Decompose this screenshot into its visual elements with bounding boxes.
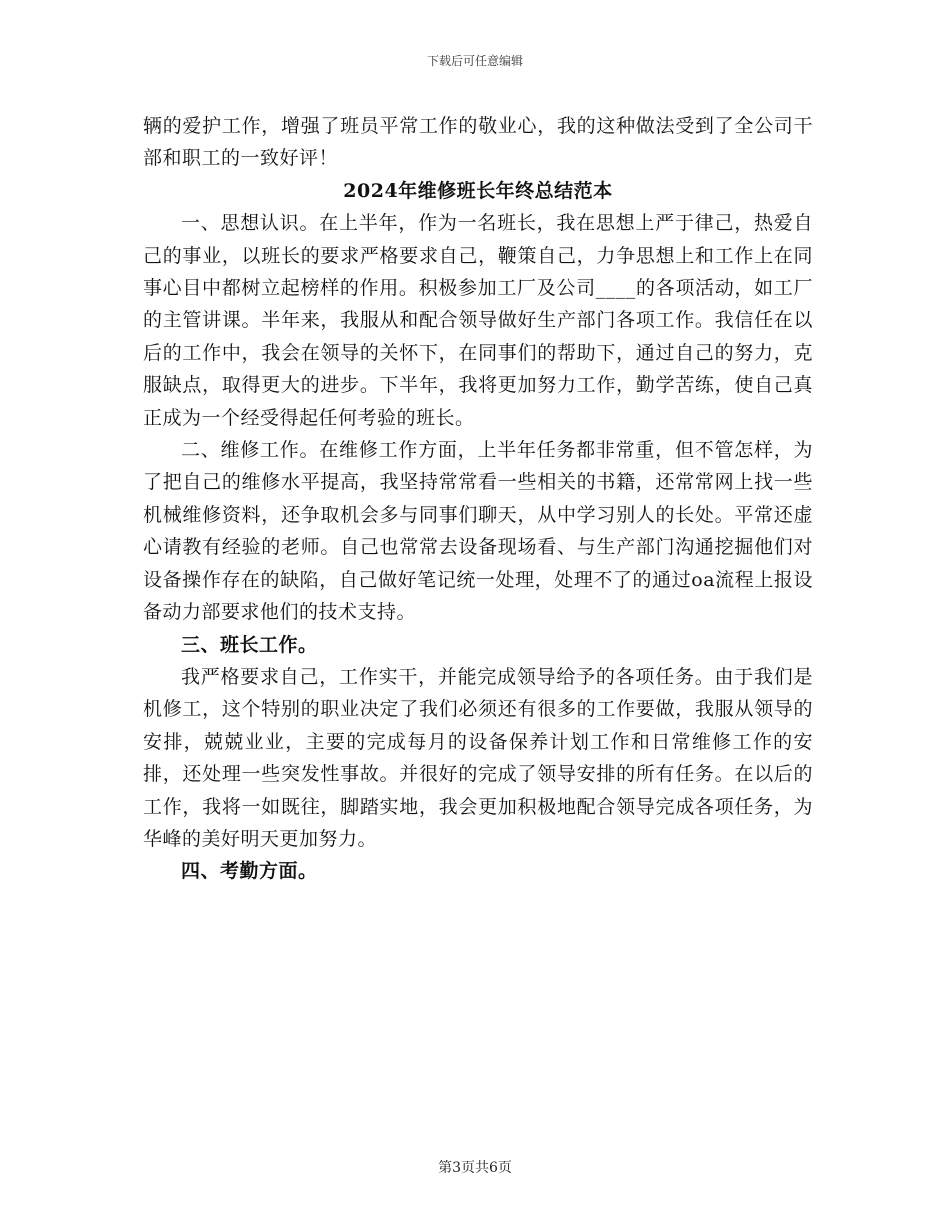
paragraph-repair: 二、维修工作。在维修工作方面，上半年任务都非常重，但不管怎样，为了把自己的维修水平提高，我坚持常常看一些相关的书籍，还常常网上找一些机械维修资料，还争取机会多与同事们聊天，从中学习别人的长处。平常还虚心请教有经验的老师。自己也常常去设备现场看、与生产部门沟通挖掘他们对设备操作存在的缺陷，自己做好笔记统一处理，处理不了的通过oa流程上报设备动力部要求他们的技术支持。 (143, 439, 813, 624)
section-heading-leader: 三、班长工作。 (181, 633, 318, 656)
document-body (143, 110, 813, 888)
paragraph-thought: 一、思想认识。在上半年，作为一名班长，我在思想上严于律己，热爱自己的事业，以班长的要求严格要求自己，鞭策自己，力争思想上和工作上在同事心目中都树立起榜样的作用。积极参加工厂及公司____的各项活动，如工厂的主管讲课。半年来，我服从和配合领导做好生产部门各项工作。我信任在以后的工作中，我会在领导的关怀下，在同事们的帮助下，通过自己的努力，克服缺点，取得更大的进步。下半年，我将更加努力工作，勤学苦练，使自己真正成为一个经受得起任何考验的班长。 (143, 212, 813, 429)
intro-paragraph: 辆的爱护工作，增强了班员平常工作的敬业心，我的这种做法受到了全公司干部和职工的一致好评！ (143, 115, 813, 170)
document-title: 2024年维修班长年终总结范本 (343, 179, 613, 202)
section-heading-attendance: 四、考勤方面。 (181, 860, 318, 883)
header-note: 下载后可任意编辑 (426, 54, 523, 68)
page-footer: 第3页共6页 (438, 1160, 512, 1176)
paragraph-leader: 我严格要求自己，工作实干，并能完成领导给予的各项任务。由于我们是机修工，这个特别的职业决定了我们必须还有很多的工作要做，我服从领导的安排，兢兢业业，主要的完成每月的设备保养计划工作和日常维修工作的安排，还处理一些突发性事故。并很好的完成了领导安排的所有任务。在以后的工作，我将一如既往，脚踏实地，我会更加积极地配合领导完成各项任务，为华峰的美好明天更加努力。 (143, 665, 813, 850)
